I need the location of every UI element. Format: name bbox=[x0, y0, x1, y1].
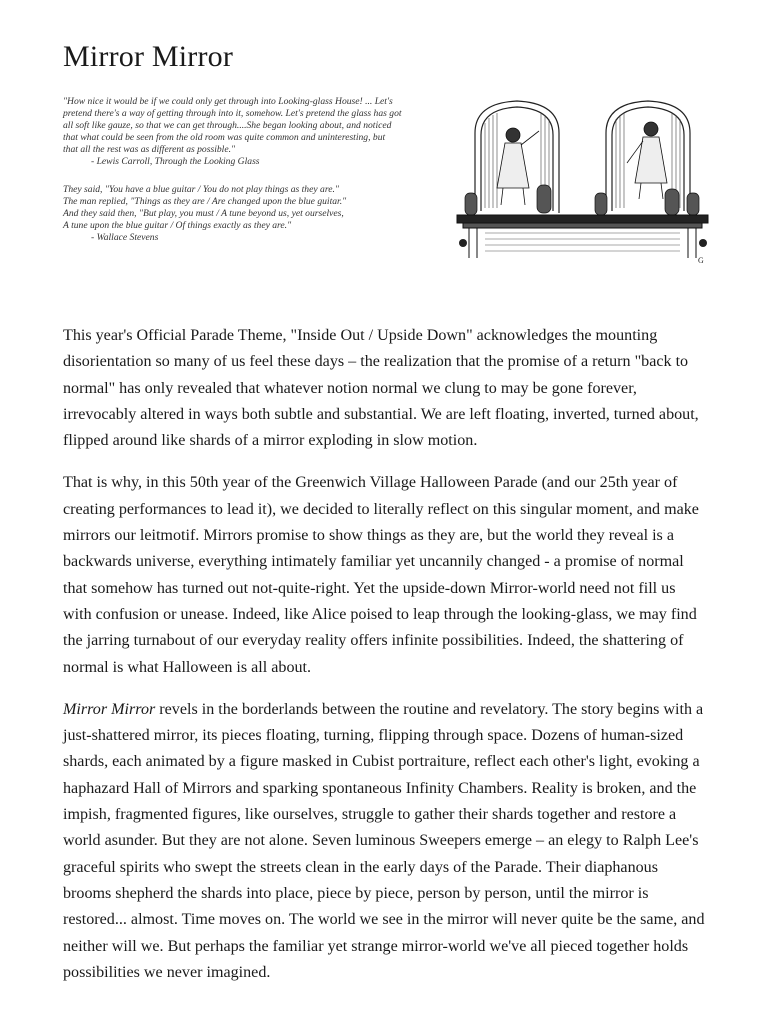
illustration-signature: G bbox=[698, 256, 704, 265]
paragraph-story-text: revels in the borderlands between the routine and revelatory. The story begins with a just-shattered mirror, its pieces floating, turning, flipping through space. Dozens of human-sized shards, each animated by a figure masked in Cubist portraiture, reflect each other's light, evoking a haphazard Hall of Mirrors and sparking spontaneous Infinity Chambers. Reality is broken, and the impish, fragmented figures, like ourselves, struggle to gather their shards together and restore a world asunder. But they are not alone. Seven luminous Sweepers emerge – an elegy to Ralph Lee's graceful spirits who swept the streets clean in the early days of the Parade. Their diaphanous brooms shepherd the shards into place, piece by piece, person by person, until the mirror is restored... almost. Time moves on. The world we see in the mirror will never quite be the same, and neither will we. But perhaps the familiar yet strange mirror-world we've all pieced together holds possibilities we never imagined. bbox=[63, 700, 705, 981]
epigraph-line: A tune upon the blue guitar / Of things exactly as they are." bbox=[63, 220, 292, 231]
paragraph-theme: This year's Official Parade Theme, "Inside Out / Upside Down" acknowledges the mounting disorientation so many of us feel these days – the realization that the promise of a return "back to normal" has only revealed that whatever notion normal we clung to may be gone forever, irrevocably altered in ways both subtle and substantial. We are left floating, inverted, turned about, flipped around like shards of a mirror exploding in slow motion. bbox=[63, 327, 699, 450]
epigraph-attribution: - Wallace Stevens bbox=[91, 232, 159, 243]
epigraph-line: that what could be seen from the old room was quite common and uninteresting, but bbox=[63, 132, 386, 143]
epigraph-line: The man replied, "Things as they are / Are changed upon the blue guitar." bbox=[63, 196, 347, 207]
epigraph-line: pretend there's a way of getting through into it, somehow. Let's pretend the glass has got bbox=[63, 108, 402, 119]
epigraph-line: all soft like gauze, so that we can get through....She began looking about, and noticed bbox=[63, 120, 392, 131]
paragraph-mirrors: That is why, in this 50th year of the Greenwich Village Halloween Parade (and our 25th year of creating performances to lead it), we decided to literally reflect on this singular moment, and make mirrors our leitmotif. Mirrors promise to show things as they are, but the world they reveal is a backwards universe, everything intimately familiar yet uncannily changed - a promise of normal that somehow has turned out not-quite-right. Yet the upside-down Mirror-world need not fill us with confusion or unease. Indeed, like Alice poised to leap through the looking-glass, we may find the jarring turnabout of our everyday reality offers infinite possibilities. Indeed, the shattering of normal is what Halloween is all about. bbox=[63, 474, 699, 676]
paragraph-story bbox=[63, 697, 708, 986]
body-text bbox=[63, 323, 708, 1002]
epigraphs bbox=[63, 96, 448, 244]
epigraph-line: And they said then, "But play, you must / A tune beyond us, yet ourselves, bbox=[63, 208, 344, 219]
epigraph-line: They said, "You have a blue guitar / You do not play things as they are." bbox=[63, 184, 339, 195]
epigraph-attribution: - Lewis Carroll, Through the Looking Glass bbox=[91, 156, 260, 167]
epigraph-stevens bbox=[63, 184, 448, 244]
alice-looking-glass-illustration-icon bbox=[455, 93, 710, 265]
page-title: Mirror Mirror bbox=[63, 40, 234, 73]
epigraph-line: that all the rest was as different as possible." bbox=[63, 144, 236, 155]
epigraph-carroll bbox=[63, 96, 448, 168]
epigraph-line: "How nice it would be if we could only get through into Looking-glass House! ... Let's bbox=[63, 96, 393, 107]
show-title-emphasis: Mirror Mirror bbox=[63, 700, 156, 718]
